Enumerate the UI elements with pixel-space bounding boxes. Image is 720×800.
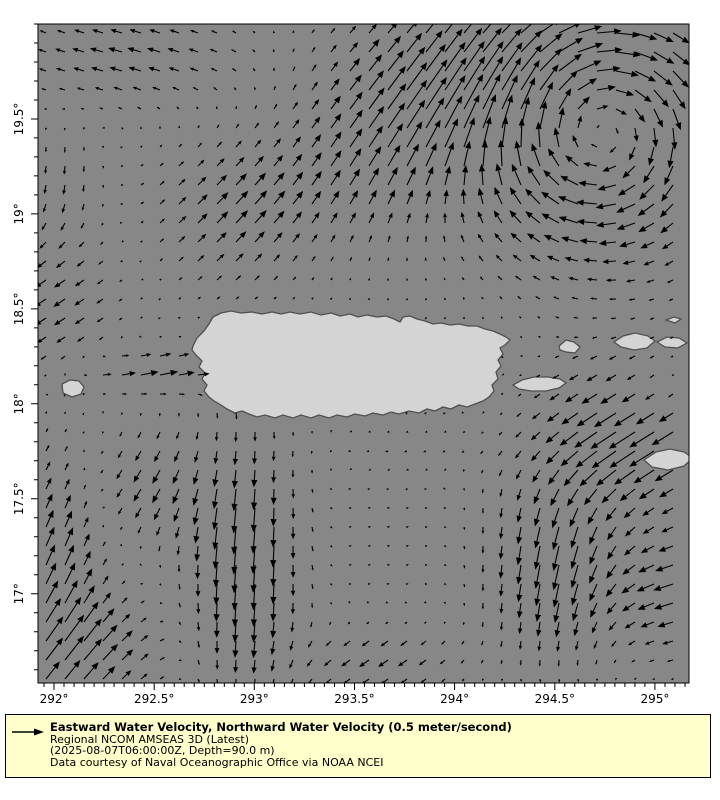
y-tick-label: 19.5°	[12, 102, 26, 136]
x-tick-label: 293.5°	[334, 692, 375, 706]
legend-text	[50, 715, 512, 777]
island-puerto-rico	[192, 311, 510, 418]
y-tick-label: 19°	[12, 203, 26, 225]
x-tick-label: 294.5°	[534, 692, 575, 706]
legend-model: Regional NCOM AMSEAS 3D (Latest)	[50, 732, 249, 746]
legend-title: Eastward Water Velocity, Northward Water Velocity (0.5 meter/second)	[50, 720, 512, 734]
y-tick-label: 18°	[12, 393, 26, 415]
x-tick-label: 294°	[440, 692, 470, 706]
legend-icon-column	[6, 715, 50, 777]
x-tick-label: 295°	[640, 692, 670, 706]
legend	[5, 714, 711, 778]
x-tick-label: 292°	[39, 692, 69, 706]
x-tick-label: 292.5°	[133, 692, 175, 706]
island-mona	[62, 380, 84, 397]
y-tick-label: 17°	[12, 583, 26, 605]
reference-arrow-icon	[11, 727, 45, 737]
y-tick-label: 17.5°	[12, 482, 26, 516]
legend-courtesy: Data courtesy of Naval Oceanographic Office via NOAA NCEI	[50, 755, 384, 769]
legend-time-depth: (2025-08-07T06:00:00Z, Depth=90.0 m)	[50, 744, 275, 758]
x-tick-label: 293°	[239, 692, 269, 706]
y-tick-label: 18.5°	[12, 292, 26, 326]
